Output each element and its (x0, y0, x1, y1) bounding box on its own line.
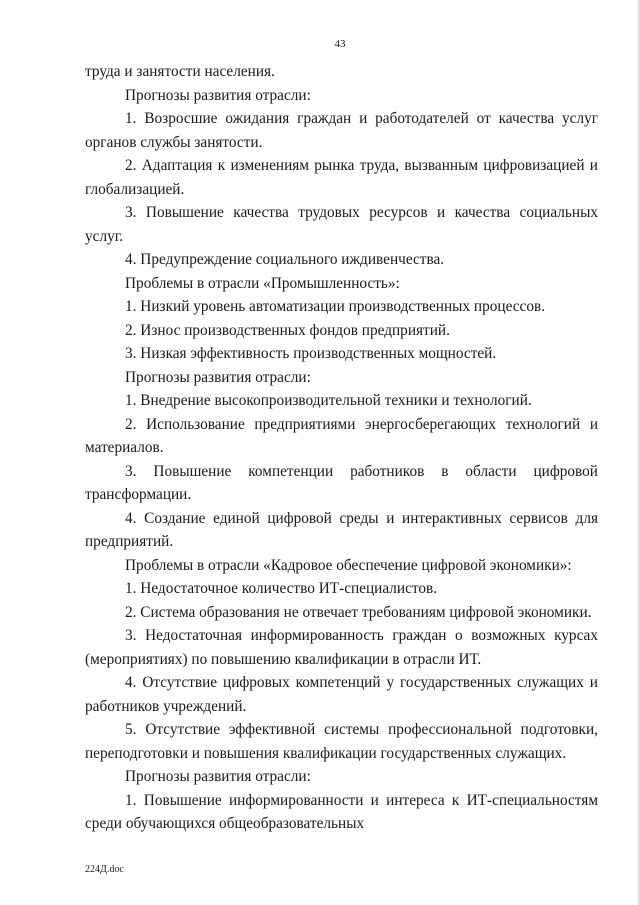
list-item: 3. Повышение качества трудовых ресурсов и качества социальных услуг. (85, 204, 598, 245)
list-item: 2. Использование предприятиями энергосберегающих технологий и материалов. (85, 415, 598, 456)
list-item: 1. Низкий уровень автоматизации производственных процессов. (125, 298, 546, 315)
list-item: 1. Повышение информированности и интереса к ИТ-специальностям среди обучающихся общеобразовательных (85, 791, 598, 832)
list-item: 4. Отсутствие цифровых компетенций у государственных служащих и работников учреждений. (85, 674, 598, 715)
problems-heading: Проблемы в отрасли «Промышленность»: (125, 274, 400, 292)
list-item: 2. Износ производственных фондов предприятий. (125, 321, 450, 339)
forecast-heading: Прогнозы развития отрасли: (125, 368, 311, 386)
list-item: 4. Создание единой цифровой среды и интерактивных сервисов для предприятий. (85, 509, 598, 550)
list-item: 1. Недостаточное количество ИТ-специалистов. (125, 580, 438, 597)
list-item: 3. Повышение компетенции работников в области цифровой трансформации. (85, 462, 598, 503)
document-body (85, 60, 598, 836)
problems-heading: Проблемы в отрасли «Кадровое обеспечение цифровой экономики»: (125, 556, 572, 574)
list-item: 2. Адаптация к изменениям рынка труда, вызванным цифровизацией и глобализацией. (85, 157, 598, 198)
file-name-footer: 224Д.doc (85, 864, 124, 875)
list-item: 1. Внедрение высокопроизводительной техники и технологий. (125, 392, 532, 409)
list-item: 4. Предупреждение социального иждивенчества. (125, 251, 445, 268)
list-item: 3. Низкая эффективность производственных мощностей. (125, 345, 497, 362)
paragraph-continuation: труда и занятости населения. (85, 63, 275, 80)
list-item: 3. Недостаточная информированность граждан о возможных курсах (мероприятиях) по повышению квалификации в отрасли ИТ. (85, 627, 598, 668)
page-number: 43 (334, 38, 346, 50)
list-item: 1. Возросшие ожидания граждан и работодателей от качества услуг органов службы занятости. (85, 110, 598, 151)
list-item: 5. Отсутствие эффективной системы профессиональной подготовки, переподготовки и повышения квалификации государственных служащих. (85, 721, 598, 762)
forecast-heading: Прогнозы развития отрасли: (125, 86, 311, 104)
list-item: 2. Система образования не отвечает требованиям цифровой экономики. (125, 603, 592, 621)
forecast-heading: Прогнозы развития отрасли: (125, 768, 311, 785)
